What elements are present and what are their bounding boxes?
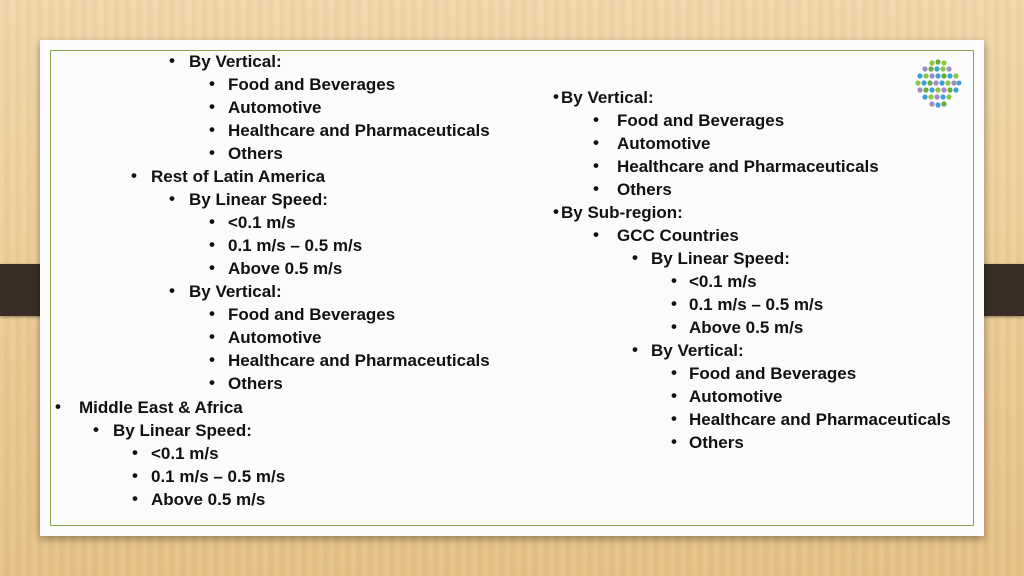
bullet: • (209, 258, 215, 277)
region-label: Rest of Latin America (151, 167, 326, 186)
list-item: <0.1 m/s (151, 444, 219, 463)
bullet: • (553, 87, 559, 106)
company-logo (912, 58, 964, 110)
list-item: Automotive (617, 134, 711, 153)
list-item: Automotive (228, 98, 322, 117)
list-item: Healthcare and Pharmaceuticals (228, 351, 490, 370)
vertical-heading: By Vertical: (189, 52, 282, 71)
list-item: Automotive (228, 328, 322, 347)
list-item: 0.1 m/s – 0.5 m/s (228, 236, 363, 255)
bullet: • (671, 409, 677, 428)
list-item: Healthcare and Pharmaceuticals (617, 157, 879, 176)
region-label: GCC Countries (617, 226, 739, 245)
list-item: Others (228, 144, 283, 163)
list-item: Others (228, 374, 283, 393)
bullet: • (671, 386, 677, 405)
bullet: • (132, 489, 138, 508)
bullet: • (209, 212, 215, 231)
bullet: • (209, 74, 215, 93)
bullet: • (131, 166, 137, 185)
bullet: • (593, 225, 599, 244)
list-item: Food and Beverages (689, 364, 857, 383)
sub-region-heading: By Sub-region: (561, 203, 683, 222)
list-item: Automotive (689, 387, 783, 406)
bullet: • (553, 202, 559, 221)
list-item: <0.1 m/s (689, 272, 757, 291)
bullet: • (593, 110, 599, 129)
list-item: <0.1 m/s (228, 213, 296, 232)
bullet: • (169, 281, 175, 300)
bullet: • (93, 420, 99, 439)
vertical-heading: By Vertical: (651, 341, 744, 360)
list-item: Others (689, 433, 744, 452)
linear-speed-heading: By Linear Speed: (189, 190, 328, 209)
bullet: • (132, 443, 138, 462)
bullet: • (209, 304, 215, 323)
list-item: Food and Beverages (228, 305, 396, 324)
bullet: • (632, 340, 638, 359)
region-label: Middle East & Africa (79, 398, 243, 417)
bullet: • (593, 133, 599, 152)
bullet: • (209, 327, 215, 346)
bullet: • (671, 317, 677, 336)
list-item: Others (617, 180, 672, 199)
bullet: • (209, 120, 215, 139)
bullet: • (55, 397, 61, 416)
bullet: • (209, 373, 215, 392)
linear-speed-heading: By Linear Speed: (113, 421, 252, 440)
list-item: 0.1 m/s – 0.5 m/s (689, 295, 824, 314)
bullet: • (671, 363, 677, 382)
bullet: • (132, 466, 138, 485)
vertical-heading: By Vertical: (189, 282, 282, 301)
list-item: 0.1 m/s – 0.5 m/s (151, 467, 286, 486)
bullet: • (671, 432, 677, 451)
bullet: • (169, 51, 175, 70)
list-item: Above 0.5 m/s (228, 259, 343, 278)
bullet: • (671, 294, 677, 313)
list-item: Above 0.5 m/s (151, 490, 266, 509)
bullet: • (209, 143, 215, 162)
bullet: • (209, 235, 215, 254)
linear-speed-heading: By Linear Speed: (651, 249, 790, 268)
vertical-heading: By Vertical: (561, 88, 654, 107)
bullet: • (593, 156, 599, 175)
bullet: • (632, 248, 638, 267)
list-item: Healthcare and Pharmaceuticals (689, 410, 951, 429)
bullet: • (593, 179, 599, 198)
list-item: Above 0.5 m/s (689, 318, 804, 337)
list-item: Food and Beverages (228, 75, 396, 94)
list-item: Healthcare and Pharmaceuticals (228, 121, 490, 140)
bullet: • (169, 189, 175, 208)
list-item: Food and Beverages (617, 111, 785, 130)
bullet: • (671, 271, 677, 290)
bullet: • (209, 350, 215, 369)
bullet: • (209, 97, 215, 116)
